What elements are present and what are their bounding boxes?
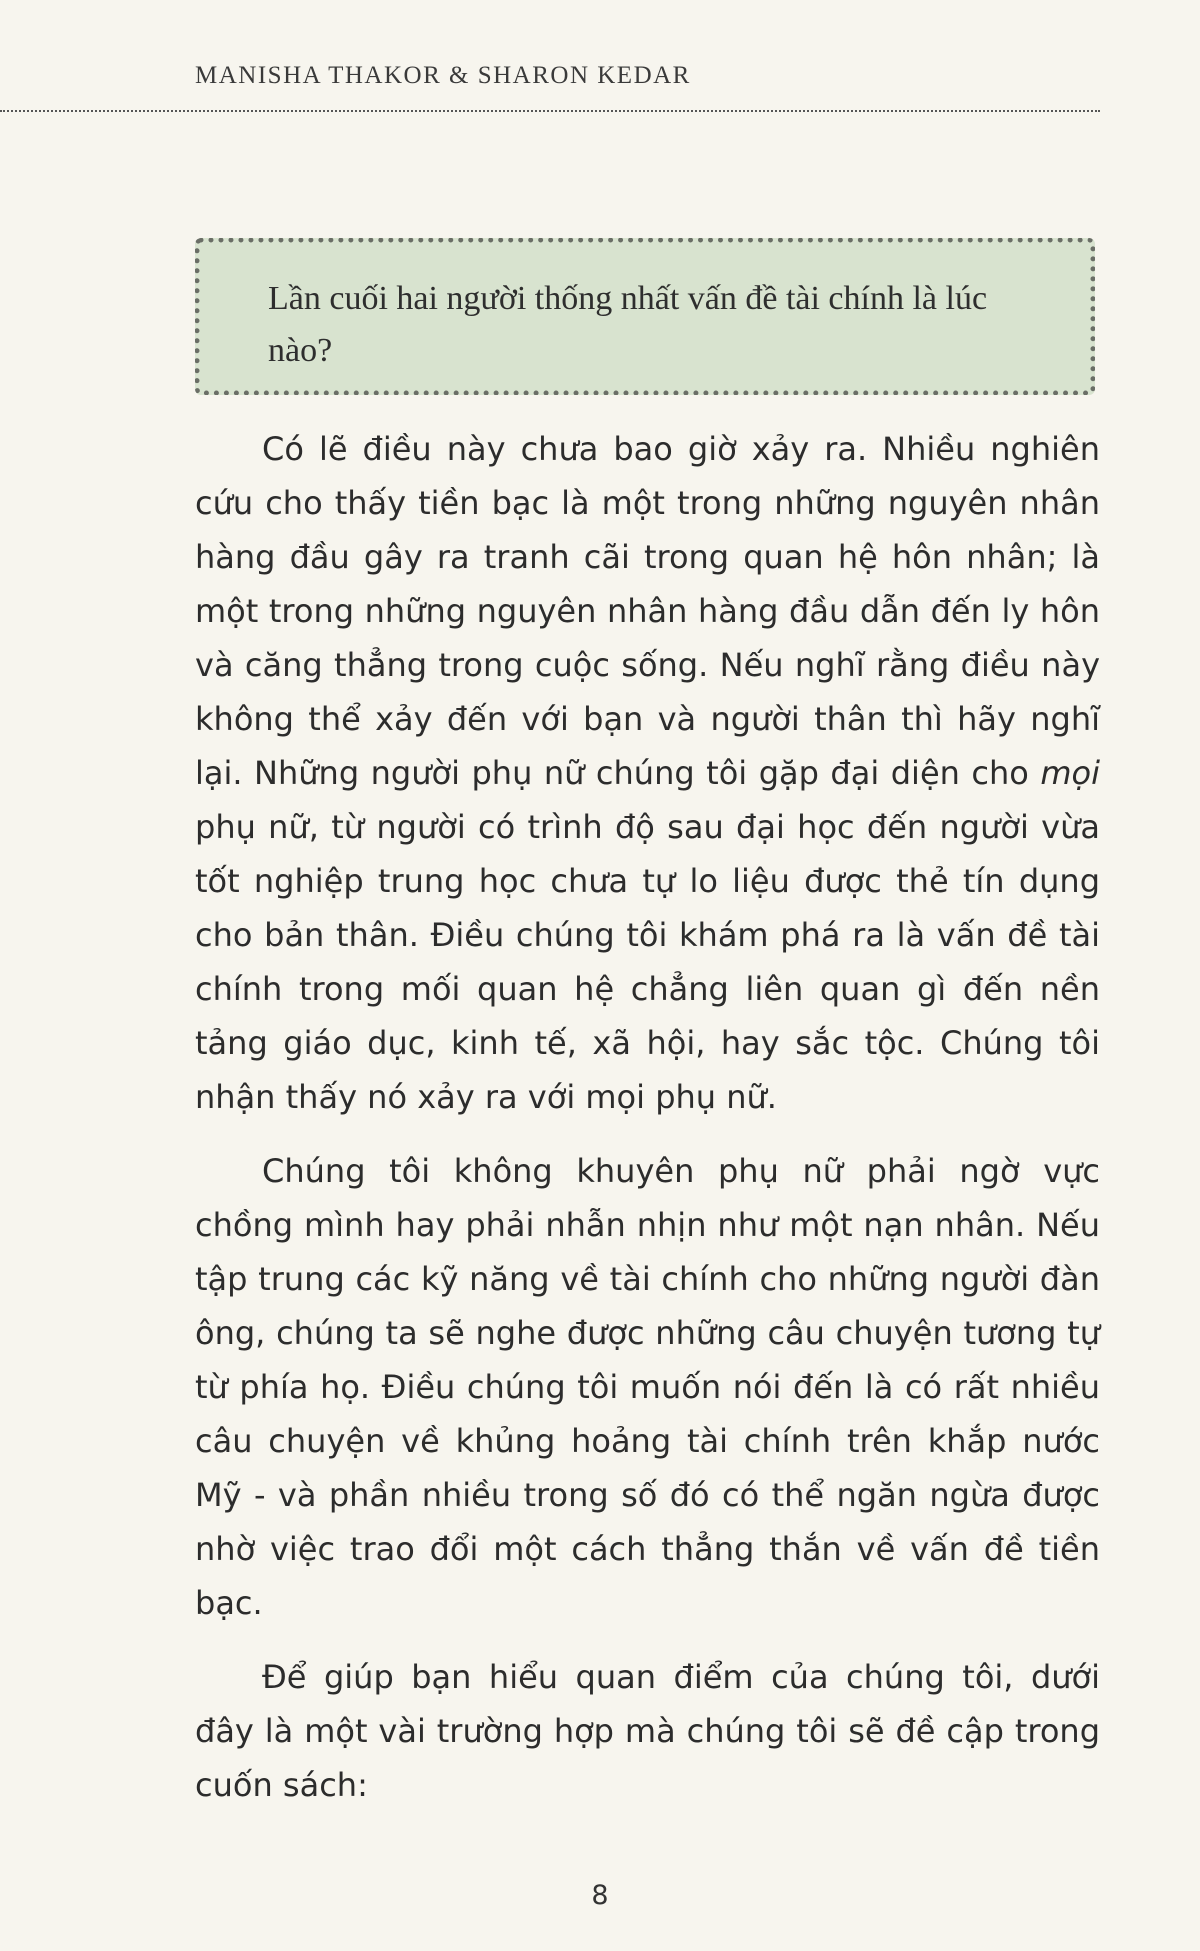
page-number: 8 — [591, 1880, 609, 1911]
header-divider — [0, 110, 1100, 112]
callout-box — [195, 238, 1095, 395]
paragraph-1-part-2: phụ nữ, từ người có trình độ sau đại học đến người vừa tốt nghiệp trung học chưa tự lo liệu được thẻ tín dụng cho bản thân. Điều chúng tôi khám phá ra là vấn đề tài chính trong mối quan hệ chẳng liên quan gì đến nền tảng giáo dục, kinh tế, xã hội, hay sắc tộc. Chúng tôi nhận thấy nó xảy ra với mọi phụ nữ. — [195, 808, 1100, 1116]
running-header: MANISHA THAKOR & SHARON KEDAR — [195, 62, 691, 89]
paragraph-3: Để giúp bạn hiểu quan điểm của chúng tôi, dưới đây là một vài trường hợp mà chúng tôi sẽ đề cập trong cuốn sách: — [195, 1658, 1100, 1804]
paragraph-2: Chúng tôi không khuyên phụ nữ phải ngờ vực chồng mình hay phải nhẫn nhịn như một nạn nhân. Nếu tập trung các kỹ năng về tài chính cho những người đàn ông, chúng ta sẽ nghe được những câu chuyện tương tự từ phía họ. Điều chúng tôi muốn nói đến là có rất nhiều câu chuyện về khủng hoảng tài chính trên khắp nước Mỹ - và phần nhiều trong số đó có thể ngăn ngừa được nhờ việc trao đổi một cách thẳng thắn về vấn đề tiền bạc. — [195, 1152, 1100, 1622]
callout-question: Lần cuối hai người thống nhất vấn đề tài chính là lúc nào? — [268, 280, 988, 369]
paragraph-1 — [195, 422, 1100, 1124]
paragraph-1-emphasis: mọi — [1040, 754, 1100, 792]
body-text — [195, 422, 1100, 1832]
paragraph-1-part-1: Có lẽ điều này chưa bao giờ xảy ra. Nhiều nghiên cứu cho thấy tiền bạc là một trong những nguyên nhân hàng đầu gây ra tranh cãi trong quan hệ hôn nhân; là một trong những nguyên nhân hàng đầu dẫn đến ly hôn và căng thẳng trong cuộc sống. Nếu nghĩ rằng điều này không thể xảy đến với bạn và người thân thì hãy nghĩ lại. Những người phụ nữ chúng tôi gặp đại diện cho — [195, 430, 1100, 792]
